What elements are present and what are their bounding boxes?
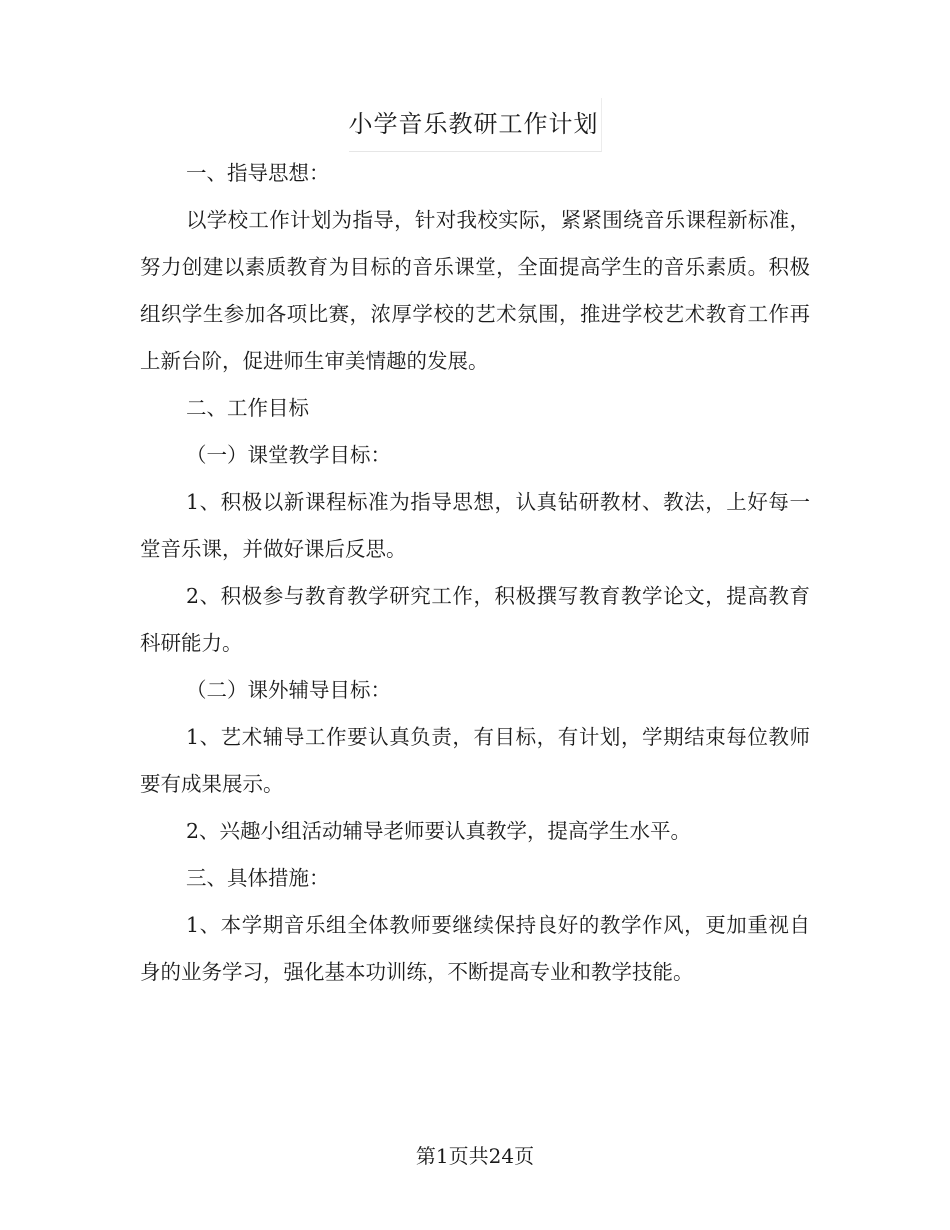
paragraph-extracurricular-goal-2: 2、兴趣小组活动辅导老师要认真教学，提高学生水平。: [186, 819, 692, 843]
paragraph-classroom-goal-2: 2、积极参与教育教学研究工作，积极撰写教育教学论文，提高教育科研能力。: [140, 584, 810, 655]
paragraph-extracurricular-goal-1: 1、艺术辅导工作要认真负责，有目标，有计划，学期结束每位教师要有成果展示。: [140, 725, 810, 796]
document-body: [140, 150, 810, 996]
heading-specific-measures: 三、具体措施：: [186, 866, 330, 890]
page-number-footer: 第1页共24页: [415, 1144, 535, 1168]
paragraph-guiding-ideology: 以学校工作计划为指导，针对我校实际，紧紧围绕音乐课程新标准，努力创建以素质教育为目标的音乐课堂，全面提高学生的音乐素质。积极组织学生参加各项比赛，浓厚学校的艺术氛围，推进学校艺术教育工作再上新台阶，促进师生审美情趣的发展。: [140, 208, 810, 373]
heading-guiding-ideology: 一、指导思想：: [186, 161, 330, 185]
paragraph-measure-1: 1、本学期音乐组全体教师要继续保持良好的教学作风，更加重视自身的业务学习，强化基本功训练，不断提高专业和教学技能。: [140, 913, 810, 984]
subheading-classroom-goals: （一）课堂教学目标：: [186, 443, 391, 467]
document-title: 小学音乐教研工作计划: [349, 98, 602, 152]
paragraph-classroom-goal-1: 1、积极以新课程标准为指导思想，认真钻研教材、教法，上好每一堂音乐课，并做好课后反思。: [140, 490, 810, 561]
subheading-extracurricular-goals: （二）课外辅导目标：: [186, 678, 391, 702]
title-container: [0, 98, 950, 152]
heading-work-goals: 二、工作目标: [186, 396, 309, 420]
